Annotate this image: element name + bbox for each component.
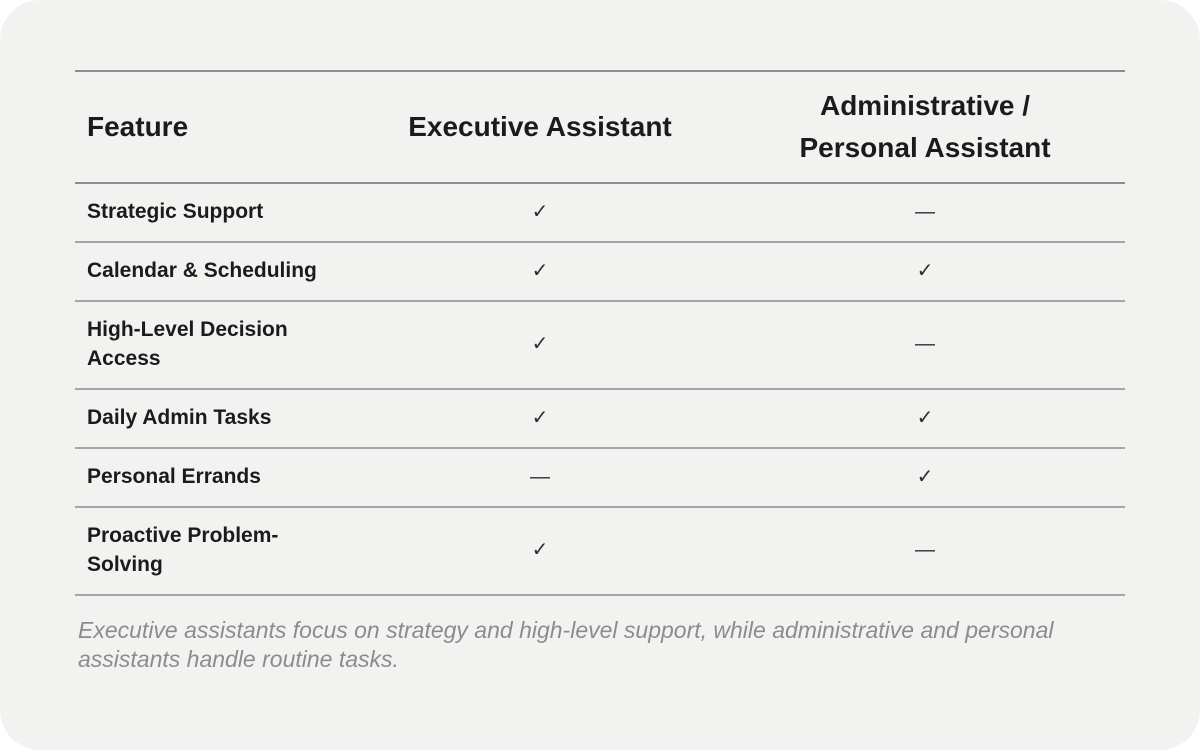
column-header-administrative-personal-assistant bbox=[725, 71, 1125, 183]
column-header-executive-assistant-label: Executive Assistant bbox=[408, 111, 672, 142]
administrative-assistant-cell: ✓ bbox=[916, 259, 934, 282]
feature-label: Daily Admin Tasks bbox=[87, 405, 272, 429]
table-row-strategic-support bbox=[75, 183, 1125, 242]
administrative-assistant-cell: — bbox=[915, 333, 935, 356]
administrative-assistant-cell: ✓ bbox=[916, 465, 934, 488]
header-row bbox=[75, 71, 1125, 183]
table-row-calendar-scheduling bbox=[75, 242, 1125, 301]
executive-assistant-cell: ✓ bbox=[531, 259, 549, 282]
column-header-executive-assistant bbox=[355, 71, 725, 183]
table-row-proactive-problem-solving bbox=[75, 507, 1125, 595]
executive-assistant-cell: — bbox=[530, 465, 550, 488]
table-row-daily-admin-tasks bbox=[75, 389, 1125, 448]
administrative-assistant-cell: ✓ bbox=[916, 406, 934, 429]
feature-label: High-Level Decision Access bbox=[87, 317, 288, 370]
column-header-feature-label: Feature bbox=[87, 111, 189, 142]
table-row-personal-errands bbox=[75, 448, 1125, 507]
executive-assistant-cell: ✓ bbox=[531, 538, 549, 561]
executive-assistant-cell: ✓ bbox=[531, 333, 549, 356]
administrative-assistant-cell: — bbox=[915, 538, 935, 561]
footnote: Executive assistants focus on strategy and high-level support, while administrative and personal assistants handle routine tasks. bbox=[78, 616, 1054, 672]
column-header-feature bbox=[75, 71, 355, 183]
administrative-assistant-cell: — bbox=[915, 200, 935, 223]
feature-label: Calendar & Scheduling bbox=[87, 258, 317, 282]
feature-label: Personal Errands bbox=[87, 464, 261, 488]
feature-label: Strategic Support bbox=[87, 200, 264, 223]
executive-assistant-cell: ✓ bbox=[531, 200, 549, 223]
comparison-table bbox=[75, 70, 1125, 596]
feature-label: Proactive Problem-Solving bbox=[87, 523, 279, 576]
table-row-high-level-decision-access bbox=[75, 301, 1125, 389]
column-header-administrative-personal-assistant-label: Administrative / Personal Assistant bbox=[799, 90, 1051, 163]
executive-assistant-cell: ✓ bbox=[531, 406, 549, 429]
